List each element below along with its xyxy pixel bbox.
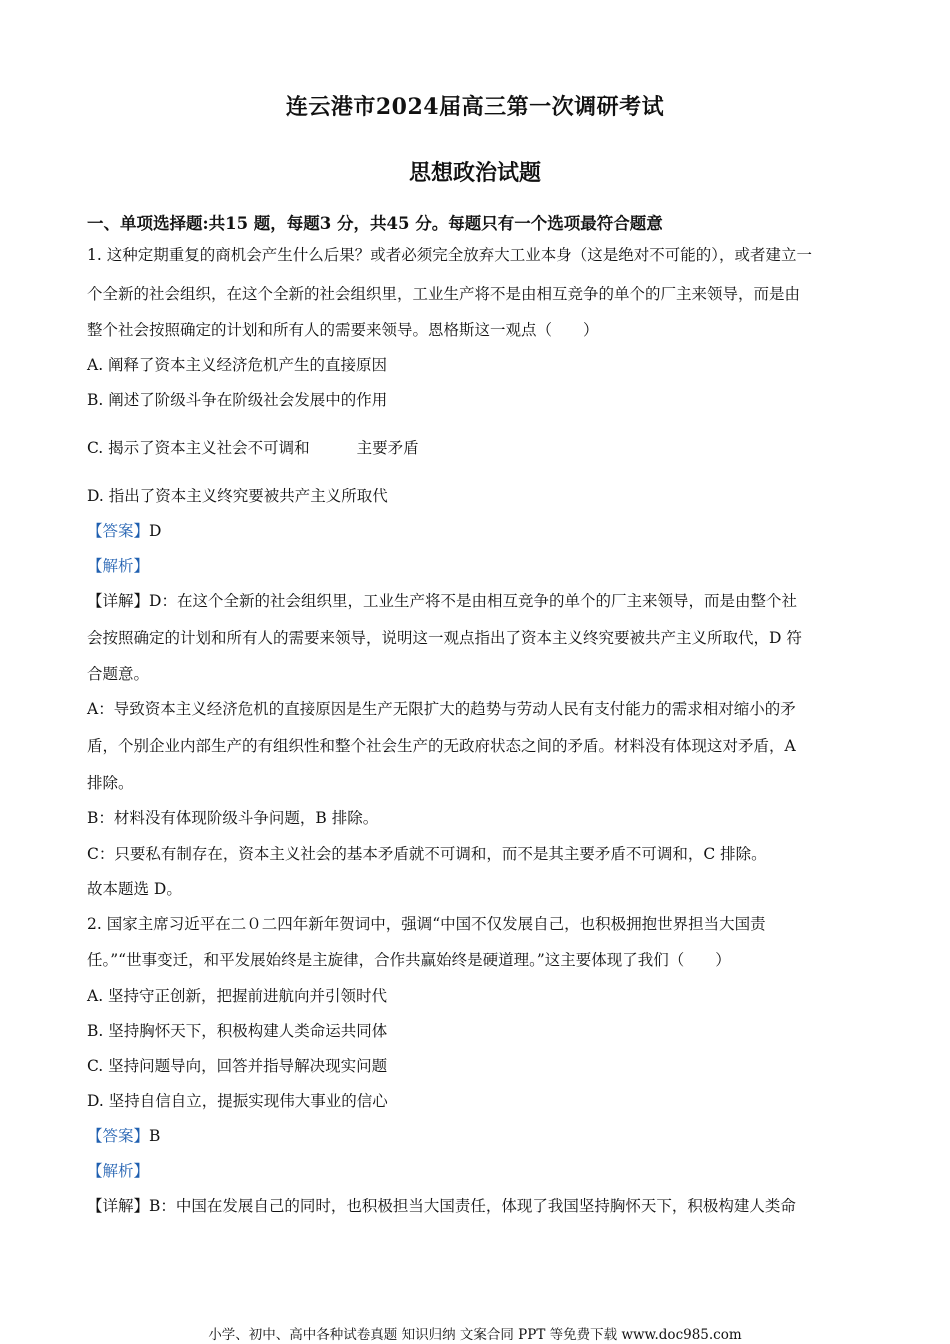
detail-label: 【详解】 xyxy=(87,592,150,610)
detail-text: D：在这个全新的社会组织里，工业生产将不是由相互竞争的单个的厂主来领导，而是由整个社 xyxy=(149,592,797,610)
q2-detail-line-1 xyxy=(87,1196,796,1216)
answer-label: 【答案】 xyxy=(87,522,150,540)
page-footer: 小学、初中、高中各种试卷真题 知识归纳 文案合同 PPT 等免费下载 www.doc985.com xyxy=(208,1327,742,1343)
q1-b-expl: B：材料没有体现阶级斗争问题，B 排除。 xyxy=(87,809,379,827)
q1-option-c-part2: 主要矛盾 xyxy=(356,439,419,457)
q1-stem-line-3: 整个社会按照确定的计划和所有人的需要来领导。恩格斯这一观点（ ） xyxy=(87,321,599,339)
q2-option-c: C. 坚持问题导向，回答并指导解决现实问题 xyxy=(87,1057,388,1075)
exam-title: 连云港市2024届高三第一次调研考试 xyxy=(285,94,665,120)
q1-conclusion: 故本题选 D。 xyxy=(87,880,182,898)
q2-option-d: D. 坚持自信自立，提振实现伟大事业的信心 xyxy=(87,1092,388,1110)
q1-c-expl: C：只要私有制存在，资本主义社会的基本矛盾就不可调和，而不是其主要矛盾不可调和，C 排除。 xyxy=(87,845,767,863)
section-heading: 一、单项选择题:共15 题，每题3 分，共45 分。每题只有一个选项最符合题意 xyxy=(87,214,663,233)
q1-detail-line-1 xyxy=(87,591,797,611)
answer-label: 【答案】 xyxy=(87,1127,150,1145)
detail-text: B：中国在发展自己的同时，也积极担当大国责任，体现了我国坚持胸怀天下，积极构建人类命 xyxy=(149,1197,796,1215)
q2-option-a: A. 坚持守正创新，把握前进航向并引领时代 xyxy=(87,987,388,1005)
q1-option-c xyxy=(87,438,419,458)
q1-detail-line-2: 会按照确定的计划和所有人的需要来领导，说明这一观点指出了资本主义终究要被共产主义所取代，D 符 xyxy=(87,629,802,647)
q1-option-c-part1: C. 揭示了资本主义社会不可调和 xyxy=(87,439,310,457)
q1-answer xyxy=(87,521,161,541)
q1-a-expl-line-1: A：导致资本主义经济危机的直接原因是生产无限扩大的趋势与劳动人民有支付能力的需求相对缩小的矛 xyxy=(87,700,796,718)
q2-analysis-label: 【解析】 xyxy=(87,1162,150,1180)
q1-detail-line-3: 合题意。 xyxy=(87,665,150,683)
answer-value: D xyxy=(149,522,162,540)
q2-stem-line-1: 2. 国家主席习近平在二０二四年新年贺词中，强调“中国不仅发展自己，也积极拥抱世界担当大国责 xyxy=(87,915,766,933)
q1-stem-line-1: 1. 这种定期重复的商机会产生什么后果？或者必须完全放弃大工业本身（这是绝对不可能的），或者建立一 xyxy=(87,246,812,264)
q2-stem-line-2: 任。”“世事变迁，和平发展始终是主旋律，合作共赢始终是硬道理。”这主要体现了我们（ ） xyxy=(87,951,731,969)
answer-value: B xyxy=(149,1127,161,1145)
exam-subtitle: 思想政治试题 xyxy=(408,160,541,186)
q1-analysis-label: 【解析】 xyxy=(87,557,150,575)
q1-option-a: A. 阐释了资本主义经济危机产生的直接原因 xyxy=(87,356,388,374)
q2-option-b: B. 坚持胸怀天下，积极构建人类命运共同体 xyxy=(87,1022,388,1040)
q1-a-expl-line-3: 排除。 xyxy=(87,774,134,792)
q1-stem-line-2: 个全新的社会组织，在这个全新的社会组织里，工业生产将不是由相互竞争的单个的厂主来领导，而是由 xyxy=(87,285,801,303)
q1-option-d: D. 指出了资本主义终究要被共产主义所取代 xyxy=(87,487,388,505)
q1-a-expl-line-2: 盾，个别企业内部生产的有组织性和整个社会生产的无政府状态之间的矛盾。材料没有体现这对矛盾，A xyxy=(87,737,796,755)
q2-answer xyxy=(87,1126,160,1146)
detail-label: 【详解】 xyxy=(87,1197,150,1215)
q1-option-b: B. 阐述了阶级斗争在阶级社会发展中的作用 xyxy=(87,391,388,409)
